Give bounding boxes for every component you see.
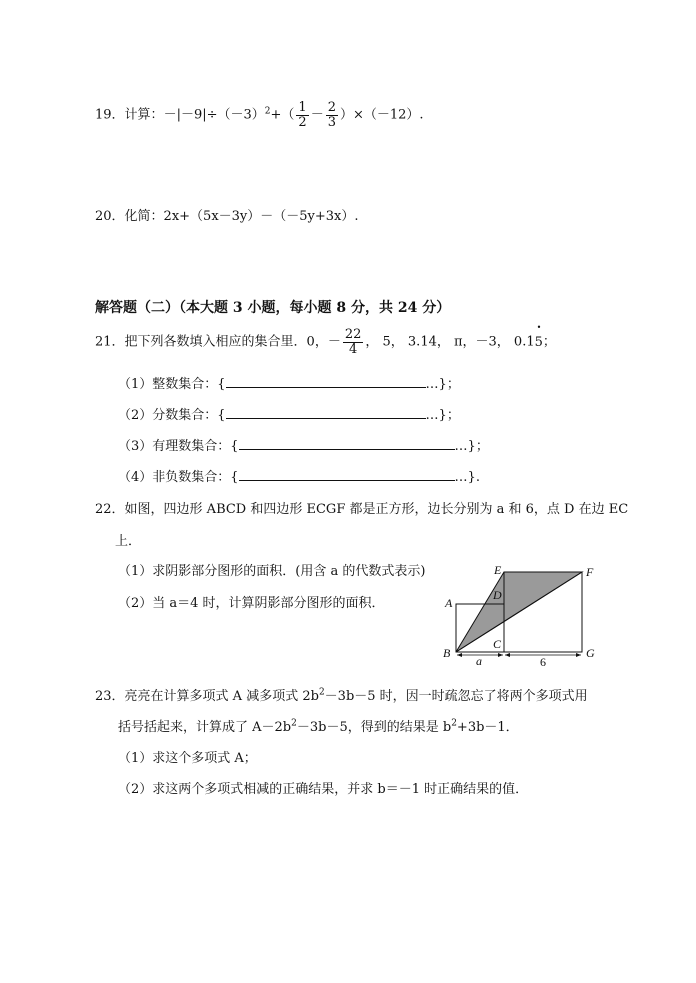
label-a: A <box>445 596 453 610</box>
question-text-line2: 上． <box>115 534 142 549</box>
question-number: 20． <box>95 209 125 224</box>
question-number: 23． <box>95 689 125 704</box>
fraction-22-over-4: $\frac{22}{4}$ <box>344 327 362 357</box>
section-title: 解答题（二）（本大题 3 小题，每小题 8 分，共 24 分） <box>95 300 451 316</box>
label-side-a: a <box>476 654 482 667</box>
question-number: 22． <box>95 502 125 517</box>
exponent: 2 <box>264 106 271 117</box>
label-d: D <box>493 588 502 602</box>
set-label: （1）整数集合：{ <box>118 377 226 392</box>
label-side-six: 6 <box>540 655 546 667</box>
question-23 <box>95 685 588 704</box>
exponent: 2 <box>291 718 297 729</box>
subquestion-2: （2）当 a＝4 时，计算阴影部分图形的面积． <box>118 596 385 611</box>
question-number: 19． <box>95 107 125 123</box>
set-end: …}； <box>425 377 460 392</box>
question-20 <box>95 205 359 224</box>
question-21 <box>95 328 556 356</box>
label-f: F <box>586 565 594 579</box>
question-text: －3b－5 时，因一时疏忽忘了将两个多项式用 <box>324 689 588 704</box>
label-b: B <box>443 646 451 660</box>
expression-part: ）×（－12）. <box>339 107 424 123</box>
answer-blank[interactable] <box>226 406 426 419</box>
set-end: …}； <box>454 439 489 454</box>
question-19 <box>95 101 424 129</box>
number-list: ， 5， 3.14， π，－3， 0.1 <box>365 334 535 350</box>
set-integers <box>118 373 460 392</box>
set-nonnegatives <box>118 466 480 485</box>
question-number: 21． <box>95 334 125 350</box>
label-e: E <box>494 563 502 577</box>
set-end: …}； <box>425 408 460 423</box>
set-label: （2）分数集合：{ <box>118 408 226 423</box>
question-text: 括号括起来，计算成了 A－2b <box>118 720 292 735</box>
question-stem: 把下列各数填入相应的集合里．0，－ <box>124 334 341 350</box>
question-text: +3b－1． <box>456 720 519 735</box>
subquestion-2: （2）求这两个多项式相减的正确结果，并求 b＝－1 时正确结果的值． <box>118 782 529 797</box>
exponent: 2 <box>318 687 325 698</box>
expression-part: +（ <box>270 107 295 123</box>
question-text: 化简：2x+（5x－3y）－（－5y+3x）. <box>124 209 359 224</box>
set-label: （3）有理数集合：{ <box>118 439 239 454</box>
question-label: 计算： <box>124 107 164 123</box>
answer-blank[interactable] <box>239 468 455 481</box>
stem-end: ； <box>542 334 556 350</box>
subquestion-1: （1）求这个多项式 A； <box>118 751 257 766</box>
question-text: －3b－5，得到的结果是 b <box>296 720 452 735</box>
question-text: 亮亮在计算多项式 A 减多项式 2b <box>124 689 319 704</box>
repeating-digit: • 5 <box>535 335 543 350</box>
question-23-line2 <box>118 716 519 735</box>
question-22 <box>95 498 628 517</box>
set-fractions <box>118 404 460 423</box>
exponent: 2 <box>451 718 457 729</box>
answer-blank[interactable] <box>239 437 455 450</box>
subquestion-1: （1）求阴影部分图形的面积．(用含 a 的代数式表示) <box>118 564 426 579</box>
label-c: C <box>493 637 502 651</box>
answer-blank[interactable] <box>226 375 426 388</box>
square-figure <box>436 562 606 667</box>
question-text: 如图，四边形 ABCD 和四边形 ECGF 都是正方形，边长分别为 a 和 6，点 D 在边 EC <box>124 502 629 517</box>
minus-sign: － <box>310 107 324 123</box>
label-g: G <box>586 646 595 660</box>
set-rationals <box>118 435 489 454</box>
set-label: （4）非负数集合：{ <box>118 470 239 485</box>
set-end: …}. <box>454 470 480 485</box>
fraction-two-thirds: $\frac{2}{3}$ <box>327 100 336 130</box>
fraction-one-half: $\frac{1}{2}$ <box>298 100 307 130</box>
expression-part: －|－9|÷（－3） <box>163 107 265 123</box>
